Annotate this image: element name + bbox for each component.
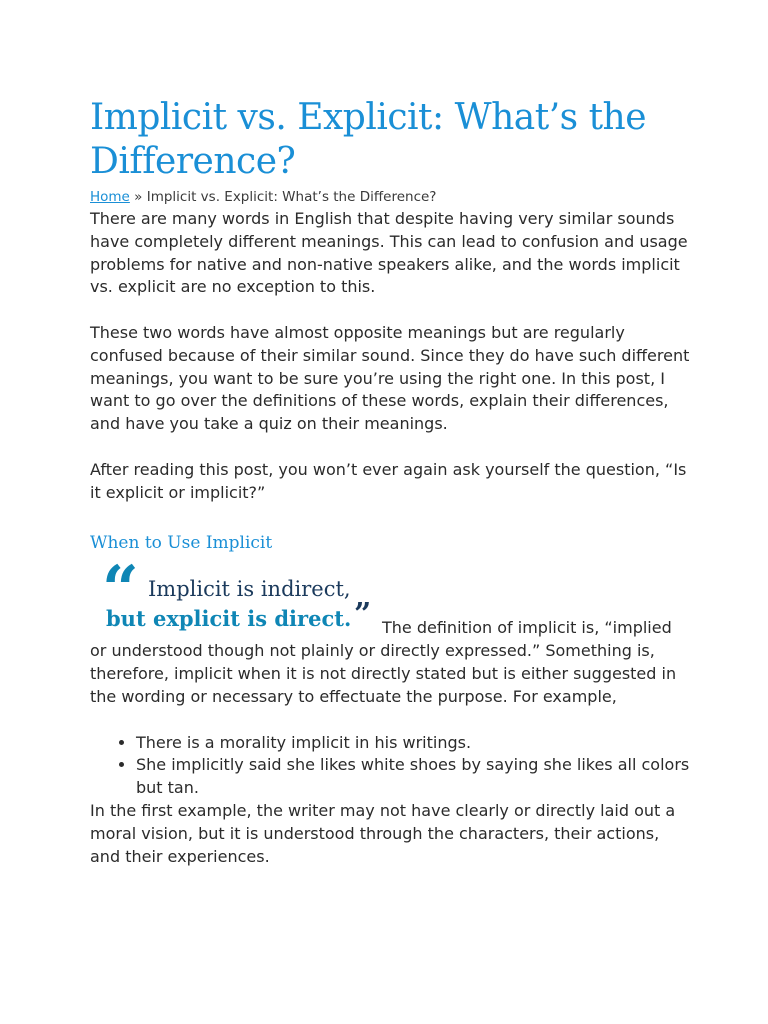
quote-image — [90, 552, 378, 640]
breadcrumb-home-link[interactable]: Home — [90, 189, 130, 205]
list-item: • There is a morality implicit in his writings. — [136, 732, 690, 755]
quote-line-2: but explicit is direct. — [106, 606, 352, 632]
quote-line-1: Implicit is indirect, — [148, 577, 351, 602]
second-paragraph: These two words have almost opposite meanings but are regularly confused because of their similar sound. Since they do have such different meanings, you want to be sure you’re using the right one. In this post, I want to go over the definitions of these words, explain their differences, and have you take a quiz on their meanings. — [90, 322, 690, 434]
open-quote-icon: “ — [102, 552, 139, 628]
breadcrumb-separator: » — [129, 189, 147, 205]
list-item: • She implicitly said she likes white shoes by saying she likes all colors but tan. — [136, 754, 690, 800]
breadcrumb — [90, 188, 690, 206]
third-paragraph: After reading this post, you won’t ever again ask yourself the question, “Is it explicit or implicit?” — [90, 459, 687, 502]
article — [90, 96, 690, 868]
closing-paragraph: In the first example, the writer may not have clearly or directly laid out a moral vision, but it is understood through the characters, their actions, and their experiences. — [90, 800, 676, 866]
definition-text: The definition of implicit is, “implied or understood though not plainly or directly expressed.” Something is, therefore, implicit when it is not directly stated but is either suggested in the wording or necessary to effectuate the purpose. For example, — [90, 618, 677, 706]
page-title: Implicit vs. Explicit: What’s the Difference? — [90, 97, 647, 182]
intro-paragraph: There are many words in English that despite having very similar sounds have completely different meanings. This can lead to confusion and usage problems for native and non-native speakers alike, and the words implicit vs. explicit are no exception to this. — [90, 209, 688, 297]
example-list — [90, 732, 690, 800]
section-heading: When to Use Implicit — [90, 533, 273, 554]
breadcrumb-current: Implicit vs. Explicit: What’s the Difference? — [146, 189, 437, 205]
definition-block — [90, 552, 690, 708]
close-quote-icon: ” — [354, 597, 372, 633]
